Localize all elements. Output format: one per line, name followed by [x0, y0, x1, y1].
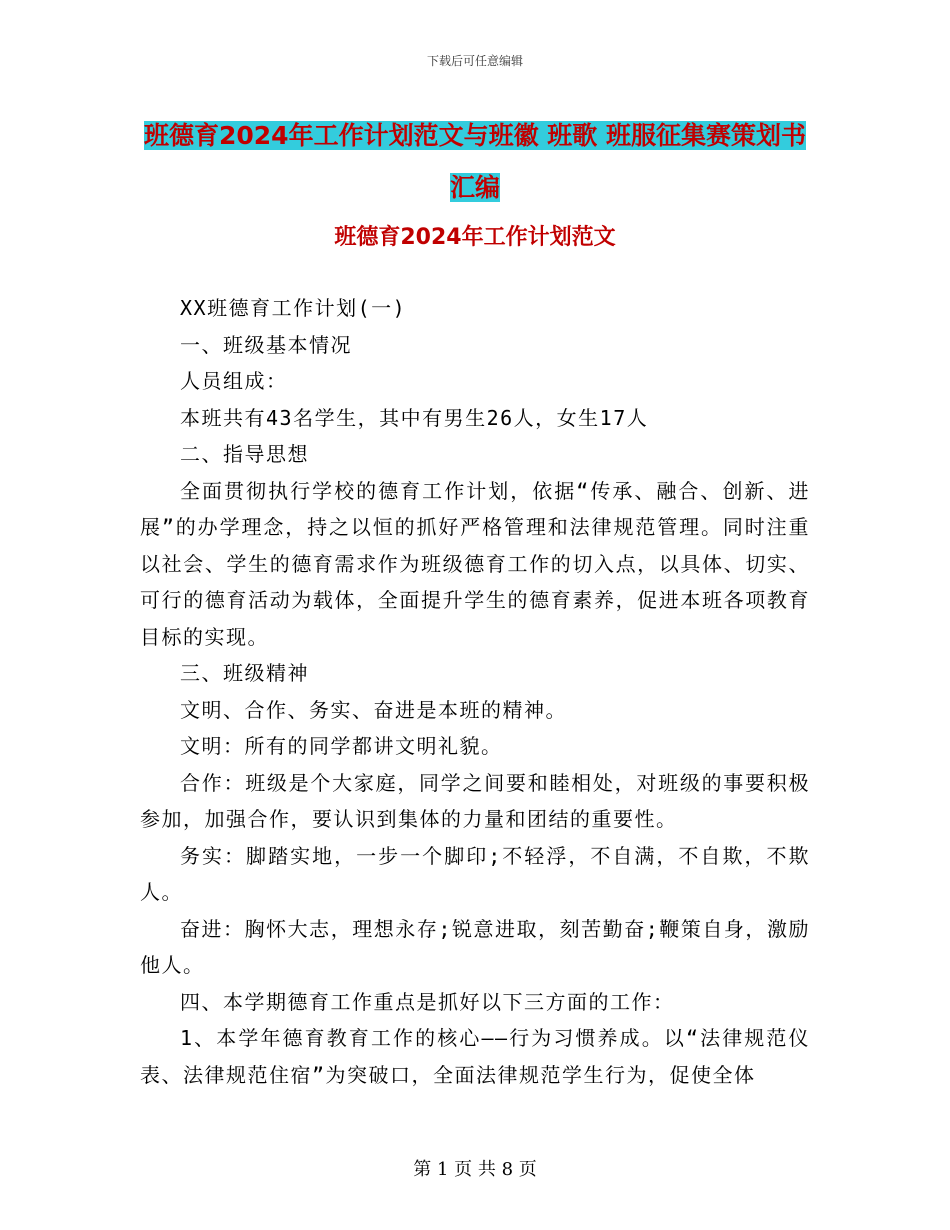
paragraph: 奋进：胸怀大志，理想永存;锐意进取，刻苦勤奋;鞭策自身，激励他人。 [140, 916, 810, 977]
page-footer: 第 1 页 共 8 页 [413, 1159, 537, 1180]
body-text [140, 290, 810, 1093]
section-title: 班德育2024年工作计划范文 [334, 225, 616, 250]
document-title [140, 110, 810, 214]
paragraph: 1、本学年德育教育工作的核心——行为习惯养成。以“法律规范仪表、法律规范住宿”为突破口，全面法律规范学生行为，促使全体 [140, 1026, 810, 1087]
paragraph: 全面贯彻执行学校的德育工作计划，依据“传承、融合、创新、进展”的办学理念，持之以恒的抓好严格管理和法律规范管理。同时注重以社会、学生的德育需求作为班级德育工作的切入点，以具体、切实、可行的德育活动为载体，全面提升学生的德育素养，促进本班各项教育目标的实现。 [140, 478, 810, 649]
document-title-text: 班德育2024年工作计划范文与班徽 班歌 班服征集赛策划书汇编 [144, 121, 806, 202]
paragraph: 一、班级基本情况 [180, 332, 352, 357]
paragraph: XX班德育工作计划(一) [180, 296, 407, 320]
paragraph: 文明：所有的同学都讲文明礼貌。 [180, 734, 503, 758]
paragraph: 人员组成： [180, 369, 288, 393]
paragraph: 本班共有43名学生，其中有男生26人，女生17人 [180, 405, 649, 430]
paragraph: 文明、合作、务实、奋进是本班的精神。 [180, 697, 567, 722]
header-note: 下载后可任意编辑 [426, 54, 523, 68]
paragraph: 二、指导思想 [180, 442, 309, 466]
paragraph: 三、班级精神 [180, 661, 309, 685]
paragraph: 四、本学期德育工作重点是抓好以下三方面的工作： [180, 989, 675, 1014]
paragraph: 务实：脚踏实地，一步一个脚印;不轻浮，不自满，不自欺，不欺人。 [140, 843, 810, 904]
paragraph: 合作：班级是个大家庭，同学之间要和睦相处，对班级的事要积极参加，加强合作，要认识到集体的力量和团结的重要性。 [140, 770, 810, 831]
